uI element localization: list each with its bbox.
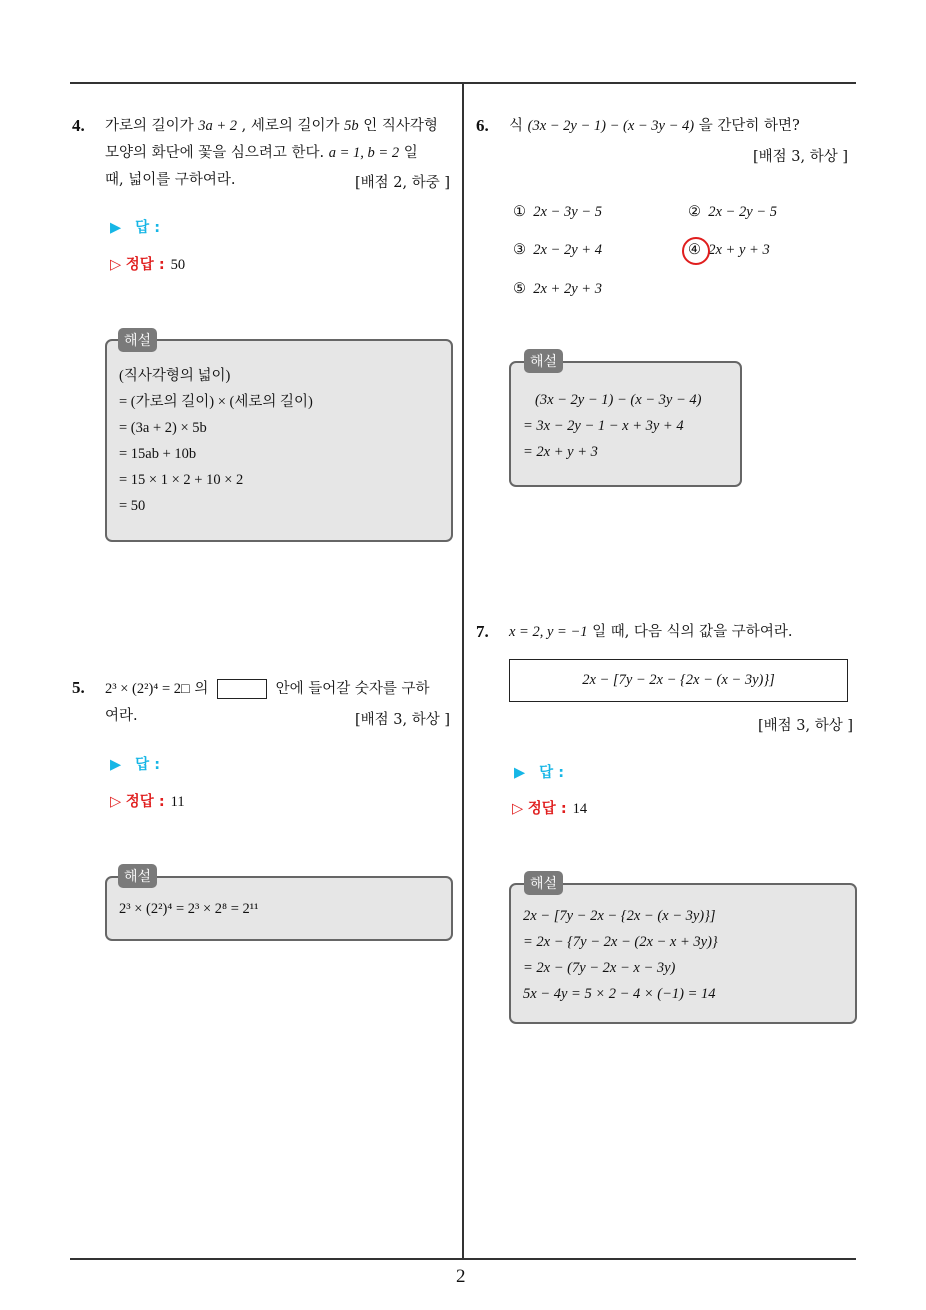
q6-text: 식 (3x − 2y − 1) − (x − 3y − 4) 을 간단히 하면?	[509, 118, 800, 134]
q7-explain-tag: 해설	[524, 871, 563, 895]
outline-triangle-icon: ▷	[110, 257, 122, 273]
play-marker-icon: ▶	[514, 765, 526, 781]
q6-option-2[interactable]: ② 2x − 2y − 5	[688, 204, 777, 220]
q6-option-1[interactable]: ① 2x − 3y − 5	[513, 204, 602, 220]
q4-number: 4.	[72, 116, 85, 135]
q5-text: 2³ × (2²)⁴ = 2□ 의 안에 들어갈 숫자를 구하 여라.	[105, 681, 430, 724]
q6-explain-tag: 해설	[524, 349, 563, 373]
q5-answer-line: ▶ 답 :	[110, 757, 161, 773]
q4-text: 가로의 길이가 3a + 2 , 세로의 길이가 5b 인 직사각형 모양의 화단에 꽃을 심으려고 한다. a = 1, b = 2 일 때, 넓이를 구하여라.	[105, 118, 438, 188]
q4-correct: ▷ 정답 : 50	[110, 257, 186, 273]
q6-selected-mark	[682, 237, 710, 265]
blank-box	[217, 679, 267, 699]
q6-explain-box	[509, 361, 742, 487]
q5-correct: ▷ 정답 : 11	[110, 794, 185, 810]
column-divider	[462, 82, 464, 1260]
q5-score: [배점 3, 하상 ]	[355, 712, 451, 728]
q7-answer-line: ▶ 답 :	[514, 765, 565, 781]
q5-number: 5.	[72, 678, 85, 697]
q7-score: [배점 3, 하상 ]	[758, 718, 854, 734]
q6-score: [배점 3, 하상 ]	[753, 149, 849, 165]
q7-explain-lines: 2x − [7y − 2x − {2x − (x − 3y)}] = 2x − {7y − 2x − (2x − x + 3y)} = 2x − (7y − 2x − x − 3y) 5x − 4y = 5 × 2 − 4 × (−1) = 14	[523, 908, 718, 1002]
q6-option-3[interactable]: ③ 2x − 2y + 4	[513, 242, 602, 258]
q6-number: 6.	[476, 116, 489, 135]
q4-explain-box	[105, 339, 453, 542]
play-marker-icon: ▶	[110, 757, 122, 773]
q4-explain-lines: (직사각형의 넓이) = (가로의 길이) × (세로의 길이) = (3a + 2) × 5b = 15ab + 10b = 15 × 1 × 2 + 10 × 2 = 50	[119, 368, 313, 514]
q4-answer-line: ▶ 답 :	[110, 220, 161, 236]
q6-option-4[interactable]: ④ 2x + y + 3	[688, 242, 770, 258]
outline-triangle-icon: ▷	[110, 794, 122, 810]
q5-explain-lines: 2³ × (2²)⁴ = 2³ × 2⁸ = 2¹¹	[119, 901, 259, 917]
q5-explain-box	[105, 876, 453, 941]
q4-score: [배점 2, 하중 ]	[355, 175, 451, 191]
q7-number: 7.	[476, 622, 489, 641]
play-marker-icon: ▶	[110, 220, 122, 236]
q5-explain-tag: 해설	[118, 864, 157, 888]
q6-explain-lines: (3x − 2y − 1) − (x − 3y − 4) = 3x − 2y − 1 − x + 3y + 4 = 2x + y + 3	[523, 392, 702, 460]
q7-explain-box	[509, 883, 857, 1024]
bottom-rule	[70, 1258, 856, 1260]
q7-correct: ▷ 정답 : 14	[512, 801, 588, 817]
outline-triangle-icon: ▷	[512, 801, 524, 817]
page-number: 2	[456, 1266, 466, 1287]
q7-text: x = 2, y = −1 일 때, 다음 식의 값을 구하여라.	[509, 624, 793, 640]
q7-expression-box: 2x − [7y − 2x − {2x − (x − 3y)}]	[509, 659, 848, 702]
q4-explain-tag: 해설	[118, 328, 157, 352]
q6-option-5[interactable]: ⑤ 2x + 2y + 3	[513, 281, 602, 297]
